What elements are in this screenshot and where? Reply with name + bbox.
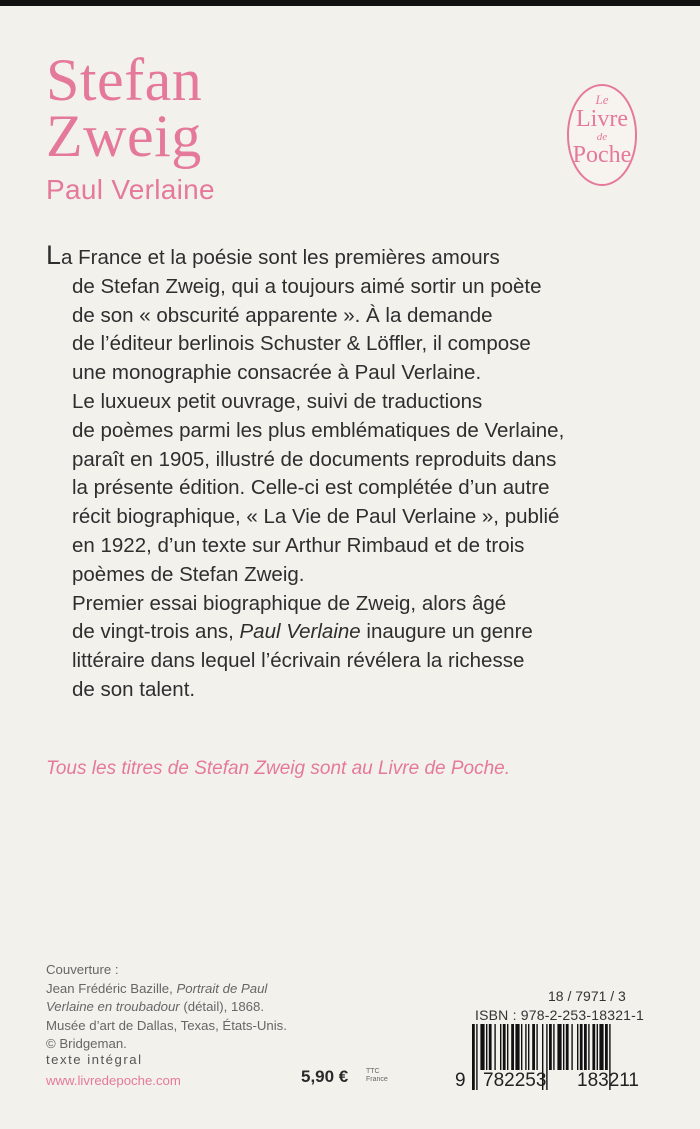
logo-poche: Poche bbox=[572, 142, 632, 168]
blurb-line: de l’éditeur berlinois Schuster & Löffler, il compose bbox=[72, 332, 531, 356]
barcode-bar bbox=[507, 1024, 508, 1070]
barcode-bar bbox=[536, 1024, 537, 1070]
barcode-bar bbox=[597, 1024, 598, 1070]
author-first-name: Stefan bbox=[46, 47, 203, 113]
blurb-line: la présente édition. Celle-ci est complétée d’un autre bbox=[72, 476, 550, 500]
blurb-line: de son talent. bbox=[72, 677, 196, 701]
italic-title: Paul Verlaine bbox=[239, 620, 361, 644]
blurb-line: de poèmes parmi les plus emblématiques de Verlaine, bbox=[72, 418, 565, 442]
barcode-bar bbox=[476, 1024, 477, 1090]
back-cover-blurb bbox=[46, 240, 576, 705]
blurb-line: en 1922, d’un texte sur Arthur Rimbaud et de trois bbox=[72, 533, 525, 557]
blurb-line: paraît en 1905, illustré de documents reproduits dans bbox=[72, 447, 557, 471]
barcode-bar bbox=[500, 1024, 501, 1070]
author-name bbox=[46, 47, 203, 169]
barcode-bar bbox=[549, 1024, 552, 1070]
author-last-name: Zweig bbox=[46, 103, 202, 169]
ean-right-group: 183211 bbox=[577, 1070, 639, 1091]
ttc-country: France bbox=[366, 1076, 388, 1083]
barcode-bar bbox=[480, 1024, 484, 1070]
barcode-bar bbox=[546, 1024, 547, 1090]
series-tagline: Tous les titres de Stefan Zweig sont au Livre de Poche. bbox=[46, 758, 511, 779]
barcode-bar bbox=[580, 1024, 583, 1070]
catalog-code: 18 / 7971 / 3 bbox=[548, 988, 626, 1004]
barcode-bar bbox=[521, 1024, 522, 1070]
blurb-line: de son « obscurité apparente ». À la demande bbox=[72, 303, 493, 327]
barcode-bar bbox=[563, 1024, 564, 1070]
barcode-bar bbox=[588, 1024, 589, 1070]
barcode-bar bbox=[592, 1024, 595, 1070]
barcode-bar bbox=[472, 1024, 475, 1090]
credits-heading: Couverture : bbox=[46, 962, 119, 977]
credits-line: © Bridgeman. bbox=[46, 1036, 127, 1052]
logo-de: de bbox=[596, 131, 608, 143]
livre-de-poche-logo bbox=[567, 84, 637, 186]
blurb-line: de Stefan Zweig, qui a toujours aimé sortir un poète bbox=[72, 274, 542, 298]
barcode-bar bbox=[566, 1024, 569, 1070]
blurb-line: de vingt-trois ans, Paul Verlaine inaugure un genre bbox=[72, 620, 533, 644]
barcode-bar bbox=[511, 1024, 514, 1070]
credits-line: Jean Frédéric Bazille, Portrait de Paul bbox=[46, 980, 268, 996]
barcode-bar bbox=[584, 1024, 587, 1070]
blurb-line: une monographie consacrée à Paul Verlaine. bbox=[72, 361, 482, 385]
cover-credits bbox=[46, 961, 376, 1054]
price: 5,90 € bbox=[301, 1067, 349, 1086]
barcode-bar bbox=[486, 1024, 487, 1070]
blurb-line: La France et la poésie sont les premières amours bbox=[46, 240, 500, 270]
credits-line: Musée d’art de Dallas, Texas, États-Unis. bbox=[46, 1017, 287, 1033]
isbn-number: ISBN : 978-2-253-18321-1 bbox=[475, 1007, 645, 1023]
barcode-bar bbox=[528, 1024, 529, 1070]
website-link[interactable]: www.livredepoche.com bbox=[46, 1073, 181, 1088]
credits-line: Verlaine en troubadour (détail), 1868. bbox=[46, 999, 264, 1015]
ttc-label: TTC bbox=[366, 1068, 380, 1075]
barcode-bar bbox=[605, 1024, 608, 1070]
barcode-bar bbox=[494, 1024, 495, 1070]
book-title: Paul Verlaine bbox=[46, 174, 215, 205]
logo-livre: Livre bbox=[576, 106, 628, 132]
barcode-bar bbox=[599, 1024, 603, 1070]
barcode-bar bbox=[525, 1024, 526, 1070]
blurb-line: récit biographique, « La Vie de Paul Verlaine », publié bbox=[72, 505, 560, 529]
top-edge bbox=[0, 0, 700, 6]
ean-first-digit: 9 bbox=[455, 1070, 466, 1091]
barcode-bar bbox=[577, 1024, 578, 1070]
blurb-line: Premier essai biographique de Zweig, alors âgé bbox=[72, 591, 507, 615]
blurb-line: poèmes de Stefan Zweig. bbox=[72, 562, 305, 586]
blurb-line: Le luxueux petit ouvrage, suivi de traductions bbox=[72, 389, 483, 413]
logo-le: Le bbox=[595, 92, 609, 107]
barcode-bar bbox=[571, 1024, 572, 1070]
barcode-bar bbox=[553, 1024, 554, 1070]
drop-cap: L bbox=[46, 240, 62, 270]
barcode-bar bbox=[557, 1024, 561, 1070]
blurb-line: littéraire dans lequel l’écrivain révélera la richesse bbox=[72, 649, 525, 673]
ean-left-group: 782253 bbox=[483, 1070, 547, 1091]
texte-integral-label: texte intégral bbox=[46, 1052, 143, 1067]
price-tax-note bbox=[366, 1068, 388, 1084]
barcode-bar bbox=[532, 1024, 535, 1070]
barcode-bar bbox=[515, 1024, 519, 1070]
barcode-bar bbox=[503, 1024, 506, 1070]
barcode-bar bbox=[489, 1024, 492, 1070]
